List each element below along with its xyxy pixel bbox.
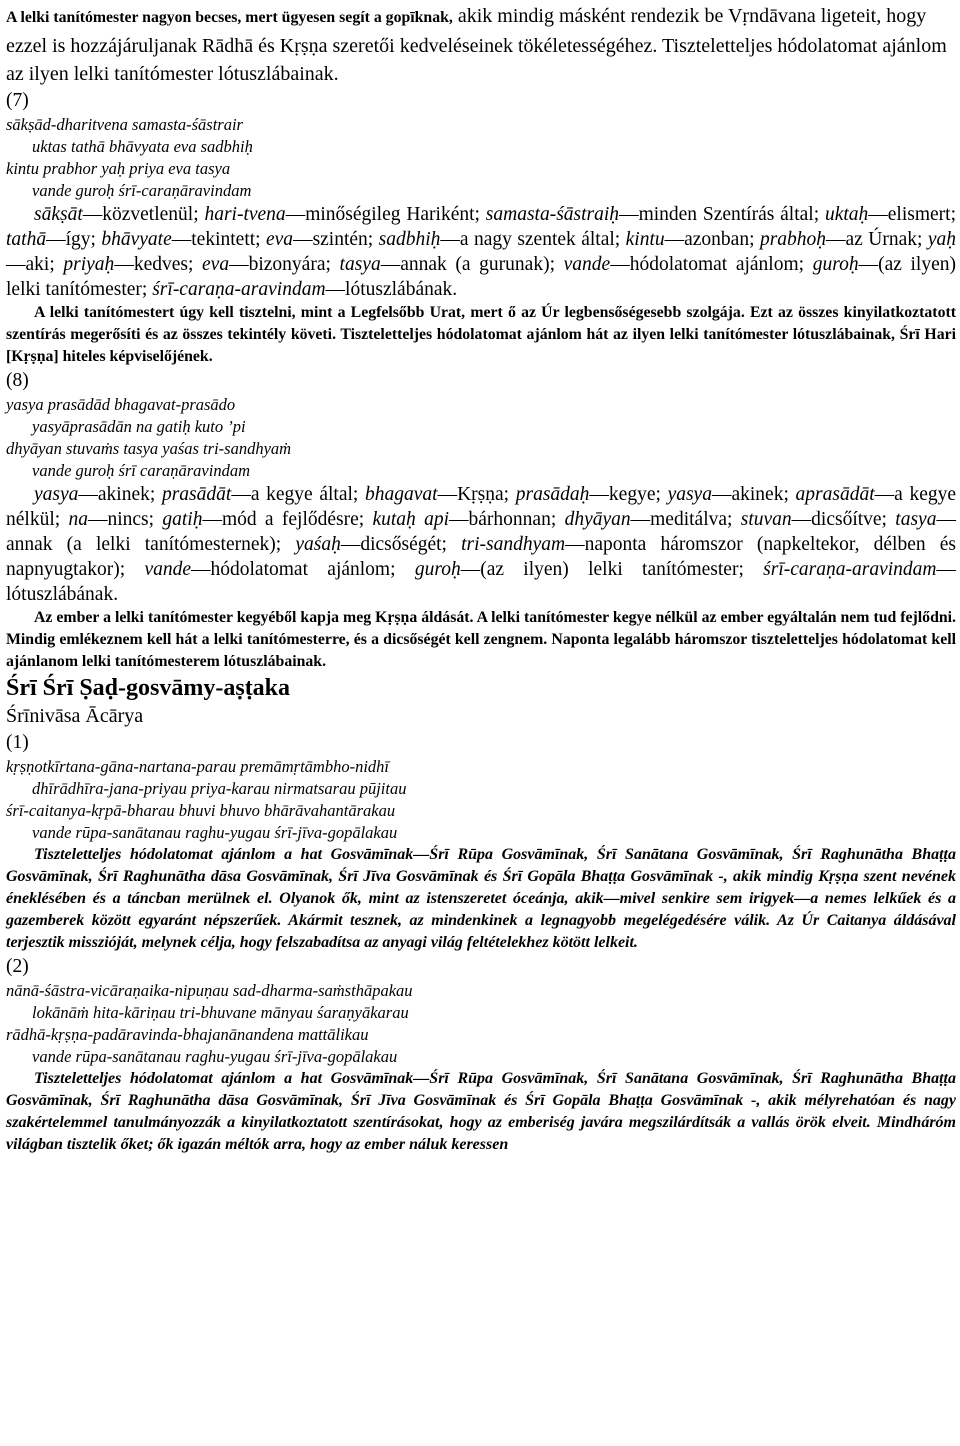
verse-line: kintu prabhor yaḥ priya eva tasya <box>6 159 231 178</box>
sanskrit-term: guroḥ <box>414 559 461 580</box>
term-meaning: szintén; <box>312 229 379 250</box>
sanskrit-term: prabhoḥ <box>759 229 827 250</box>
verse-s2 <box>6 980 956 1068</box>
verse-line: yasyāprasādān na gatiḥ kuto ’pi <box>32 417 246 436</box>
purport-s1: Tiszteletteljes hódolatomat ajánlom a hat Gosvāmīnak—Śrī Rūpa Gosvāmīnak, Śrī Sanātana Gosvāmīnak, Śrī Raghunātha Bhaṭṭa Gosvāmīnak, Śrī Raghunātha dāsa Gosvāmīnak, Śrī Jīva Gosvāmīnak és Śrī Gopāla Bhaṭṭa Gosvāmīnak -, akik mindig Kṛṣṇa szent nevének éneklésében és a táncban merülnek el. Olyanok ők, mint az istenszeretet óceánja, akik—mivel senkire sem irigyek—a nemes lelkűek és a gazemberek között egyaránt népszerűek. Akármit tesznek, az mindenkinek a legnagyobb megelégedésére válik. Az Úr Caitanya áldásával terjesztik misszióját, melynek célja, hogy felszabadítsa az anyagi világ feltételekhez kötött lelkeit. <box>6 846 956 951</box>
term-meaning: kegye; <box>608 484 668 505</box>
term-meaning: bizonyára; <box>248 254 340 275</box>
sanskrit-term: prasādaḥ <box>515 484 590 505</box>
sanskrit-term: bhāvyate <box>101 229 172 250</box>
sanskrit-term: yasya <box>34 484 79 505</box>
sanskrit-term: sadbhiḥ <box>378 229 441 250</box>
sanskrit-term: tasya <box>339 254 381 275</box>
term-meaning: tekintett; <box>191 229 266 250</box>
verse-line: uktas tathā bhāvyata eva sadbhiḥ <box>32 137 253 156</box>
verse-line: vande rūpa-sanātanau raghu-yugau śrī-jīva-gopālakau <box>32 1047 398 1066</box>
sanskrit-term: gatiḥ <box>162 509 203 530</box>
sanskrit-term: kutaḥ api <box>372 509 450 530</box>
verse-line: dhyāyan stuvaṁs tasya yaśas tri-sandhyaṁ <box>6 439 292 458</box>
sanskrit-term: kintu <box>625 229 665 250</box>
term-meaning: elismert; <box>887 204 957 225</box>
verse-line: vande guroḥ śrī-caraṇāravindam <box>32 181 252 200</box>
sanskrit-term: śrī-caraṇa-aravindam <box>763 559 937 580</box>
verse-line: rādhā-kṛṣṇa-padāravinda-bhajanānandena mattālikau <box>6 1025 369 1044</box>
verse-8 <box>6 394 956 482</box>
term-meaning: akinek; <box>731 484 796 505</box>
term-meaning: azonban; <box>684 229 760 250</box>
term-meaning: nincs; <box>107 509 163 530</box>
term-meaning: minden Szentírás által; <box>638 204 825 225</box>
sanskrit-term: eva <box>202 254 230 275</box>
sanskrit-term: yaḥ <box>927 229 956 250</box>
term-meaning: minőségileg Hariként; <box>305 204 486 225</box>
term-meaning: bárhonnan; <box>468 509 565 530</box>
term-meaning: annak (a lelki tanítómesternek); <box>6 534 296 555</box>
verse-line: lokānāṁ hita-kāriṇau tri-bhuvane mānyau śaraṇyākarau <box>32 1003 409 1022</box>
sanskrit-term: hari-tvena <box>204 204 286 225</box>
sanskrit-term: tri-sandhyam <box>461 534 566 555</box>
term-meaning: lótuszlábának. <box>6 584 119 605</box>
sanskrit-term: prasādāt <box>161 484 232 505</box>
verse-line: sākṣād-dharitvena samasta-śāstrair <box>6 115 243 134</box>
sanskrit-term: vande <box>144 559 191 580</box>
term-meaning: közvetlenül; <box>102 204 205 225</box>
verse-number-8: (8) <box>6 370 29 391</box>
term-meaning: a kegye által; <box>250 484 365 505</box>
purport-7: A lelki tanítómestert úgy kell tisztelni, mint a Legfelsőbb Urat, mert ő az Úr legbensőségesebb szolgája. Ezt az összes kinyilatkoztatott szentírás megerősíti és az összes tekintély követi. Tiszteletteljes hódolatomat ajánlom hát az ilyen lelki tanítómester lótuszlábainak, Śrī Hari [Kṛṣṇa] hiteles képviselőjének. <box>6 304 956 365</box>
verse-line: dhīrādhīra-jana-priyau priya-karau nirmatsarau pūjitau <box>32 779 407 798</box>
term-meaning: annak (a gurunak); <box>400 254 564 275</box>
verse-line: yasya prasādād bhagavat-prasādo <box>6 395 236 414</box>
intro-text: akik mindig másként rendezik be Vṛndāvana ligeteit, hogy ezzel is hozzájáruljanak Rādhā és Kṛṣṇa szeretői kedveléseinek tökéletességéhez. Tiszteletteljes hódolatomat ajánlom az ilyen lelki tanítómester lótuszlábainak. <box>6 5 947 85</box>
verse-line: vande rūpa-sanātanau raghu-yugau śrī-jīva-gopālakau <box>32 823 398 842</box>
term-meaning: akinek; <box>97 484 162 505</box>
verse-number-7: (7) <box>6 90 29 111</box>
verse-s1 <box>6 756 956 844</box>
sanskrit-term: na <box>68 509 88 530</box>
term-meaning: dicsőítve; <box>811 509 896 530</box>
term-meaning: aki; <box>25 254 64 275</box>
term-meaning: Kṛṣṇa; <box>457 484 516 505</box>
sanskrit-term: uktaḥ <box>824 204 869 225</box>
term-meaning: lótuszlábának. <box>345 279 458 300</box>
sanskrit-term: priyaḥ <box>63 254 115 275</box>
sanskrit-term: tathā <box>6 229 47 250</box>
term-meaning: meditálva; <box>650 509 741 530</box>
sanskrit-term: vande <box>563 254 611 275</box>
purport-8: Az ember a lelki tanítómester kegyéből kapja meg Kṛṣṇa áldását. A lelki tanítómester kegye nélkül az ember egyáltalán nem tud fejlődni. Mindig emlékeznem kell hát a lelki tanítómesterre, és a dicsőségét kell zengnem. Naponta legalább háromszor tiszteletteljes hódolatomat kell ajánlanom lelki tanítómesterem lótuszlábainak. <box>6 609 956 670</box>
verse-line: śrī-caitanya-kṛpā-bharau bhuvi bhuvo bhārāvahantārakau <box>6 801 396 820</box>
verse-line: kṛṣṇotkīrtana-gāna-nartana-parau premāmṛtāmbho-nidhī <box>6 757 389 776</box>
verse-7 <box>6 114 956 202</box>
term-meaning: dicsőségét; <box>360 534 462 555</box>
term-meaning: a kegye nélkül; <box>6 484 957 530</box>
sanskrit-term: guroḥ <box>812 254 859 275</box>
section-author: Śrīnivāsa Ācārya <box>6 705 144 727</box>
term-meaning: hódolatomat ajánlom; <box>629 254 813 275</box>
sanskrit-term: śrī-caraṇa-aravindam <box>152 279 326 300</box>
sanskrit-term: sākṣāt <box>34 204 83 225</box>
verse-line: nānā-śāstra-vicāraṇaika-nipuṇau sad-dharma-saṁsthāpakau <box>6 981 413 1000</box>
sanskrit-term: tasya <box>895 509 937 530</box>
sanskrit-term: yaśaḥ <box>295 534 341 555</box>
term-meaning: a nagy szentek által; <box>459 229 626 250</box>
sanskrit-term: bhagavat <box>365 484 438 505</box>
purport-s2: Tiszteletteljes hódolatomat ajánlom a hat Gosvāmīnak—Śrī Rūpa Gosvāmīnak, Śrī Sanātana Gosvāmīnak, Śrī Raghunātha Bhaṭṭa Gosvāmīnak, Śrī Raghunātha dāsa Gosvāmīnak, Śrī Jīva Gosvāmīnak és Śrī Gopāla Bhaṭṭa Gosvāmīnak -, akik mélyrehatóan és nagy szakértelemmel tanulmányozzák a kinyilatkoztatott szentírásokat, hogy az emberiség javára megszilárdítsák a vallás örök elveit. Mindháróm világban tisztelik őket; ők igazán méltók arra, hogy az ember náluk keressen <box>6 1070 956 1153</box>
sanskrit-term: yasya <box>667 484 712 505</box>
term-meaning: így; <box>65 229 102 250</box>
term-meaning: (az ilyen) lelki tanítómester; <box>6 254 957 300</box>
sanskrit-term: samasta-śāstraiḥ <box>485 204 620 225</box>
term-meaning: kedves; <box>133 254 203 275</box>
term-meaning: az Úrnak; <box>845 229 928 250</box>
intro-bold-lead: A lelki tanítómester nagyon becses, mert ügyesen segít a gopīknak, <box>6 9 453 26</box>
verse-line: vande guroḥ śrī caraṇāravindam <box>32 461 250 480</box>
section-title: Śrī Śrī Ṣaḍ-gosvāmy-aṣṭaka <box>6 675 291 701</box>
verse-number-s1: (1) <box>6 732 29 753</box>
sanskrit-term: stuvan <box>740 509 792 530</box>
sanskrit-term: aprasādāt <box>795 484 875 505</box>
term-meaning: mód a fejlődésre; <box>221 509 373 530</box>
sanskrit-term: dhyāyan <box>564 509 631 530</box>
term-meaning: hódolatomat ajánlom; <box>210 559 415 580</box>
verse-number-s2: (2) <box>6 956 29 977</box>
intro-paragraph <box>6 2 956 88</box>
word-translation-8: yasya—akinek; prasādāt—a kegye által; bhagavat—Kṛṣṇa; prasādaḥ—kegye; yasya—akinek; aprasādāt—a kegye nélkül; na—nincs; gatiḥ—mód a fejlődésre; kutaḥ api—bárhonnan; dhyāyan—meditálva; stuvan—dicsőítve; tasya—annak (a lelki tanítómesternek); yaśaḥ—dicsőségét; tri-sandhyam—naponta háromszor (napkeltekor, délben és napnyugtakor); vande—hódolatomat ajánlom; guroḥ—(az ilyen) lelki tanítómester; śrī-caraṇa-aravindam—lótuszlábának. <box>6 484 957 605</box>
term-meaning: (az ilyen) lelki tanítómester; <box>480 559 764 580</box>
term-meaning: naponta háromszor (napkeltekor, délben és napnyugtakor); <box>6 534 956 580</box>
sanskrit-term: eva <box>266 229 294 250</box>
word-translation-7: sākṣāt—közvetlenül; hari-tvena—minőségileg Hariként; samasta-śāstraiḥ—minden Szentírás által; uktaḥ—elismert; tathā—így; bhāvyate—tekintett; eva—szintén; sadbhiḥ—a nagy szentek által; kintu—azonban; prabhoḥ—az Úrnak; yaḥ—aki; priyaḥ—kedves; eva—bizonyára; tasya—annak (a gurunak); vande—hódolatomat ajánlom; guroḥ—(az ilyen) lelki tanítómester; śrī-caraṇa-aravindam—lótuszlábának. <box>6 204 957 300</box>
